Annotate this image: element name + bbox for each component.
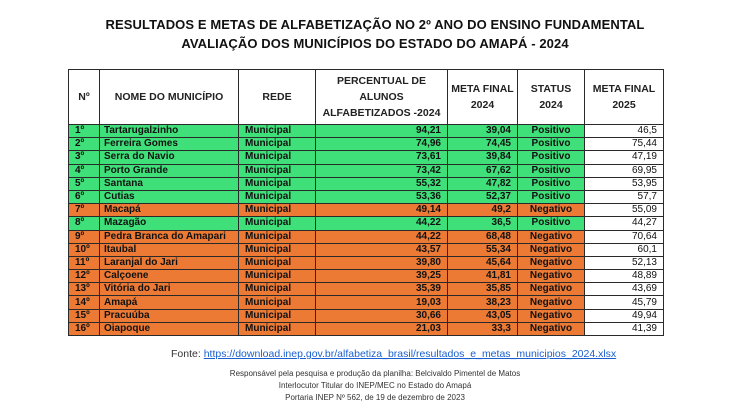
row-municipio: Calçoene [100, 270, 239, 283]
row-status: Negativo [518, 296, 585, 309]
table-row [69, 296, 664, 309]
results-table [68, 69, 664, 336]
row-status: Negativo [518, 204, 585, 217]
table-row [69, 204, 664, 217]
row-meta-2024: 67,62 [448, 164, 518, 177]
row-status: Negativo [518, 256, 585, 269]
header-percentual-line1: PERCENTUAL DE ALUNOS [336, 75, 427, 103]
row-meta-2025: 46,5 [585, 125, 664, 138]
row-percentual: 44,22 [316, 217, 448, 230]
row-num: 2º [69, 138, 100, 151]
row-meta-2025: 60,1 [585, 243, 664, 256]
table-row [69, 138, 664, 151]
row-num: 12º [69, 270, 100, 283]
row-municipio: Santana [100, 177, 239, 190]
row-meta-2024: 39,04 [448, 125, 518, 138]
row-municipio: Pracuúba [100, 309, 239, 322]
header-meta-2025 [585, 70, 664, 125]
row-num: 4º [69, 164, 100, 177]
row-percentual: 35,39 [316, 283, 448, 296]
source-label: Fonte: [171, 348, 201, 360]
row-num: 15º [69, 309, 100, 322]
header-municipio: NOME DO MUNICÍPIO [100, 70, 239, 125]
row-num: 7º [69, 204, 100, 217]
row-num: 13º [69, 283, 100, 296]
row-meta-2024: 52,37 [448, 190, 518, 203]
row-num: 9º [69, 230, 100, 243]
row-rede: Municipal [239, 138, 316, 151]
title-line-1: RESULTADOS E METAS DE ALFABETIZAÇÃO NO 2º ANO DO ENSINO FUNDAMENTAL [105, 17, 645, 32]
row-meta-2025: 44,27 [585, 217, 664, 230]
row-num: 14º [69, 296, 100, 309]
row-num: 1º [69, 125, 100, 138]
credit-line-2: Interlocutor Titular do INEP/MEC no Estado do Amapá [278, 381, 472, 390]
row-rede: Municipal [239, 204, 316, 217]
row-num: 5º [69, 177, 100, 190]
row-meta-2024: 45,64 [448, 256, 518, 269]
table-row [69, 230, 664, 243]
row-percentual: 30,66 [316, 309, 448, 322]
row-meta-2024: 49,2 [448, 204, 518, 217]
row-percentual: 19,03 [316, 296, 448, 309]
row-meta-2025: 45,79 [585, 296, 664, 309]
header-rede: REDE [239, 70, 316, 125]
table-row [69, 270, 664, 283]
row-municipio: Serra do Navio [100, 151, 239, 164]
row-municipio: Mazagão [100, 217, 239, 230]
header-status [518, 70, 585, 125]
row-meta-2024: 43,05 [448, 309, 518, 322]
row-meta-2025: 69,95 [585, 164, 664, 177]
row-meta-2025: 70,64 [585, 230, 664, 243]
row-meta-2024: 74,45 [448, 138, 518, 151]
row-status: Negativo [518, 322, 585, 335]
row-municipio: Amapá [100, 296, 239, 309]
row-status: Negativo [518, 230, 585, 243]
row-rede: Municipal [239, 322, 316, 335]
row-status: Negativo [518, 270, 585, 283]
row-percentual: 55,32 [316, 177, 448, 190]
source-line [171, 348, 616, 360]
header-percentual-line2: ALFABETIZADOS -2024 [322, 107, 441, 119]
header-num: Nº [69, 70, 100, 125]
row-percentual: 74,96 [316, 138, 448, 151]
row-num: 8º [69, 217, 100, 230]
row-rede: Municipal [239, 177, 316, 190]
row-rede: Municipal [239, 270, 316, 283]
header-status-line1: STATUS [530, 83, 572, 95]
row-municipio: Ferreira Gomes [100, 138, 239, 151]
row-status: Positivo [518, 177, 585, 190]
header-meta-2025-line1: META FINAL [592, 83, 656, 95]
row-rede: Municipal [239, 190, 316, 203]
row-meta-2025: 47,19 [585, 151, 664, 164]
row-status: Negativo [518, 243, 585, 256]
table-body [69, 125, 664, 336]
row-percentual: 73,42 [316, 164, 448, 177]
title-line-2: AVALIAÇÃO DOS MUNICÍPIOS DO ESTADO DO AMAPÁ - 2024 [181, 36, 569, 51]
table-row [69, 164, 664, 177]
row-num: 16º [69, 322, 100, 335]
row-num: 11º [69, 256, 100, 269]
row-percentual: 21,03 [316, 322, 448, 335]
row-rede: Municipal [239, 217, 316, 230]
row-num: 10º [69, 243, 100, 256]
row-meta-2024: 68,48 [448, 230, 518, 243]
row-percentual: 44,22 [316, 230, 448, 243]
row-status: Negativo [518, 283, 585, 296]
row-status: Positivo [518, 190, 585, 203]
row-municipio: Itaubal [100, 243, 239, 256]
row-percentual: 73,61 [316, 151, 448, 164]
row-meta-2025: 43,69 [585, 283, 664, 296]
table-row [69, 151, 664, 164]
header-meta-2024 [448, 70, 518, 125]
row-municipio: Porto Grande [100, 164, 239, 177]
header-status-line2: 2024 [539, 99, 563, 111]
row-num: 3º [69, 151, 100, 164]
row-rede: Municipal [239, 243, 316, 256]
row-municipio: Pedra Branca do Amapari [100, 230, 239, 243]
row-rede: Municipal [239, 125, 316, 138]
header-percentual [316, 70, 448, 125]
row-meta-2025: 53,95 [585, 177, 664, 190]
row-percentual: 49,14 [316, 204, 448, 217]
table-row [69, 322, 664, 335]
row-rede: Municipal [239, 230, 316, 243]
row-meta-2024: 33,3 [448, 322, 518, 335]
row-meta-2025: 55,09 [585, 204, 664, 217]
table-header-row [69, 70, 664, 125]
row-percentual: 43,57 [316, 243, 448, 256]
row-rede: Municipal [239, 296, 316, 309]
row-status: Positivo [518, 151, 585, 164]
row-percentual: 39,25 [316, 270, 448, 283]
row-meta-2024: 39,84 [448, 151, 518, 164]
row-rede: Municipal [239, 164, 316, 177]
row-rede: Municipal [239, 283, 316, 296]
table-row [69, 125, 664, 138]
credit-line-3: Portaria INEP Nº 562, de 19 de dezembro de 2023 [285, 393, 465, 402]
row-meta-2025: 49,94 [585, 309, 664, 322]
row-rede: Municipal [239, 309, 316, 322]
row-status: Positivo [518, 217, 585, 230]
row-meta-2024: 41,81 [448, 270, 518, 283]
row-meta-2024: 35,85 [448, 283, 518, 296]
row-status: Negativo [518, 309, 585, 322]
row-status: Positivo [518, 164, 585, 177]
row-meta-2025: 48,89 [585, 270, 664, 283]
table-row [69, 256, 664, 269]
row-meta-2024: 38,23 [448, 296, 518, 309]
row-meta-2024: 47,82 [448, 177, 518, 190]
table-row [69, 217, 664, 230]
row-meta-2025: 75,44 [585, 138, 664, 151]
header-meta-2024-line1: META FINAL [451, 83, 514, 95]
source-link[interactable]: https://download.inep.gov.br/alfabetiza_brasil/resultados_e_metas_municipios_2024.xlsx [203, 348, 617, 360]
row-status: Positivo [518, 125, 585, 138]
row-rede: Municipal [239, 151, 316, 164]
header-meta-2025-line2: 2025 [612, 99, 636, 111]
row-meta-2024: 55,34 [448, 243, 518, 256]
credit-line-1: Responsável pela pesquisa e produção da planilha: Belcivaldo Pimentel de Matos [229, 369, 521, 378]
row-meta-2025: 52,13 [585, 256, 664, 269]
row-status: Positivo [518, 138, 585, 151]
row-municipio: Tartarugalzinho [100, 125, 239, 138]
row-municipio: Oiapoque [100, 322, 239, 335]
row-municipio: Cutias [100, 190, 239, 203]
table-row [69, 243, 664, 256]
table-row [69, 177, 664, 190]
row-percentual: 39,80 [316, 256, 448, 269]
row-rede: Municipal [239, 256, 316, 269]
row-num: 6º [69, 190, 100, 203]
row-meta-2025: 41,39 [585, 322, 664, 335]
header-meta-2024-line2: 2024 [470, 99, 495, 111]
table-row [69, 190, 664, 203]
row-meta-2024: 36,5 [448, 217, 518, 230]
row-percentual: 94,21 [316, 125, 448, 138]
table-row [69, 283, 664, 296]
row-meta-2025: 57,7 [585, 190, 664, 203]
row-municipio: Macapá [100, 204, 239, 217]
table-row [69, 309, 664, 322]
row-percentual: 53,36 [316, 190, 448, 203]
row-municipio: Vitória do Jari [100, 283, 239, 296]
row-municipio: Laranjal do Jari [100, 256, 239, 269]
